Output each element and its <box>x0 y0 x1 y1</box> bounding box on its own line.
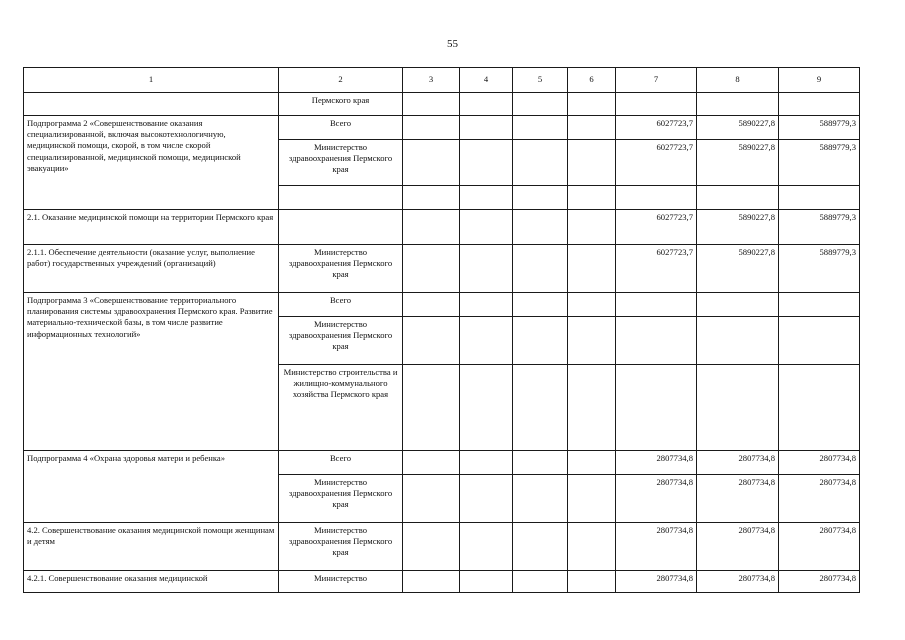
header-cell: 9 <box>779 68 860 93</box>
cell-executor: Всего <box>279 116 403 140</box>
cell-value-col7: 6027723,7 <box>616 210 697 245</box>
cell-empty <box>568 245 616 293</box>
cell-value-col7: 6027723,7 <box>616 245 697 293</box>
cell-empty <box>513 93 568 116</box>
cell-empty <box>460 140 513 186</box>
cell-executor: Всего <box>279 293 403 317</box>
cell-empty <box>403 293 460 317</box>
cell-empty <box>513 245 568 293</box>
cell-empty <box>513 140 568 186</box>
cell-empty <box>460 245 513 293</box>
cell-empty <box>460 317 513 365</box>
cell-name: 4.2. Совершенствование оказания медицинской помощи женщинам и детям <box>24 523 279 571</box>
cell-value-col7: 6027723,7 <box>616 116 697 140</box>
cell-value-col8: 2807734,8 <box>697 571 779 593</box>
header-cell: 4 <box>460 68 513 93</box>
cell-executor: Министерство здравоохранения Пермского края <box>279 245 403 293</box>
cell-empty <box>403 93 460 116</box>
cell-executor: Министерство здравоохранения Пермского края <box>279 523 403 571</box>
cell-value-col7: 2807734,8 <box>616 451 697 475</box>
cell-value-col8: 5890227,8 <box>697 245 779 293</box>
cell-value-col7: 6027723,7 <box>616 140 697 186</box>
cell-empty <box>513 451 568 475</box>
cell-empty <box>568 116 616 140</box>
cell-empty <box>513 116 568 140</box>
cell-value-col9: 5889779,3 <box>779 140 860 186</box>
cell-empty <box>403 210 460 245</box>
cell-empty <box>403 116 460 140</box>
cell-empty <box>513 186 568 210</box>
cell-empty <box>616 365 697 451</box>
cell-empty <box>460 186 513 210</box>
cell-empty <box>403 186 460 210</box>
cell-empty <box>568 571 616 593</box>
cell-empty <box>513 571 568 593</box>
cell-empty <box>616 93 697 116</box>
header-cell: 7 <box>616 68 697 93</box>
cell-empty <box>697 186 779 210</box>
cell-value-col9: 5889779,3 <box>779 245 860 293</box>
cell-value-col9: 5889779,3 <box>779 210 860 245</box>
cell-empty <box>460 451 513 475</box>
cell-empty <box>568 140 616 186</box>
cell-empty <box>697 93 779 116</box>
cell-empty <box>403 317 460 365</box>
cell-empty <box>460 523 513 571</box>
cell-empty <box>403 140 460 186</box>
cell-empty <box>403 571 460 593</box>
cell-name <box>24 93 279 116</box>
cell-executor <box>279 210 403 245</box>
cell-empty <box>616 186 697 210</box>
cell-empty <box>779 293 860 317</box>
cell-empty <box>779 317 860 365</box>
cell-value-col9: 2807734,8 <box>779 451 860 475</box>
header-cell: 6 <box>568 68 616 93</box>
header-cell: 1 <box>24 68 279 93</box>
cell-empty <box>697 293 779 317</box>
page-number: 55 <box>447 38 458 50</box>
cell-empty <box>403 451 460 475</box>
cell-empty <box>568 317 616 365</box>
cell-executor <box>279 186 403 210</box>
cell-empty <box>460 93 513 116</box>
cell-name: Подпрограмма 4 «Охрана здоровья матери и ребенка» <box>24 451 279 523</box>
cell-name: Подпрограмма 2 «Совершенствование оказания специализированной, включая высокотехнологичную, медицинской помощи, скорой, в том числе скорой специализированной, медицинской помощи, медицинской эвакуации» <box>24 116 279 210</box>
cell-value-col7: 2807734,8 <box>616 523 697 571</box>
cell-empty <box>568 210 616 245</box>
cell-empty <box>697 317 779 365</box>
cell-empty <box>460 293 513 317</box>
cell-empty <box>460 116 513 140</box>
cell-empty <box>513 210 568 245</box>
cell-empty <box>779 365 860 451</box>
cell-executor: Министерство строительства и жилищно-коммунального хозяйства Пермского края <box>279 365 403 451</box>
cell-value-col8: 5890227,8 <box>697 210 779 245</box>
cell-name: 2.1.1. Обеспечение деятельности (оказание услуг, выполнение работ) государственных учреждений (организаций) <box>24 245 279 293</box>
cell-empty <box>513 365 568 451</box>
cell-executor: Пермского края <box>279 93 403 116</box>
cell-empty <box>513 293 568 317</box>
cell-empty <box>513 523 568 571</box>
cell-executor: Министерство здравоохранения Пермского края <box>279 140 403 186</box>
cell-value-col9: 5889779,3 <box>779 116 860 140</box>
cell-value-col9: 2807734,8 <box>779 475 860 523</box>
cell-empty <box>403 475 460 523</box>
cell-empty <box>460 210 513 245</box>
cell-value-col9: 2807734,8 <box>779 571 860 593</box>
cell-value-col8: 5890227,8 <box>697 116 779 140</box>
table-row <box>24 523 860 571</box>
cell-empty <box>616 317 697 365</box>
cell-empty <box>697 365 779 451</box>
cell-empty <box>403 523 460 571</box>
cell-empty <box>779 186 860 210</box>
table-row <box>24 93 860 116</box>
cell-empty <box>568 475 616 523</box>
cell-empty <box>513 317 568 365</box>
table-row <box>24 210 860 245</box>
cell-executor: Министерство здравоохранения Пермского края <box>279 475 403 523</box>
cell-name: 4.2.1. Совершенствование оказания медицинской <box>24 571 279 593</box>
cell-executor: Министерство <box>279 571 403 593</box>
cell-executor: Министерство здравоохранения Пермского края <box>279 317 403 365</box>
budget-table <box>23 67 860 593</box>
cell-empty <box>568 186 616 210</box>
header-cell: 5 <box>513 68 568 93</box>
header-row <box>24 68 860 93</box>
cell-empty <box>568 365 616 451</box>
cell-empty <box>779 93 860 116</box>
header-cell: 8 <box>697 68 779 93</box>
cell-value-col8: 5890227,8 <box>697 140 779 186</box>
cell-empty <box>460 475 513 523</box>
header-cell: 2 <box>279 68 403 93</box>
cell-value-col8: 2807734,8 <box>697 475 779 523</box>
header-cell: 3 <box>403 68 460 93</box>
cell-empty <box>568 293 616 317</box>
cell-value-col7: 2807734,8 <box>616 475 697 523</box>
cell-name: 2.1. Оказание медицинской помощи на территории Пермского края <box>24 210 279 245</box>
cell-executor: Всего <box>279 451 403 475</box>
table-row <box>24 245 860 293</box>
cell-empty <box>460 365 513 451</box>
cell-value-col7: 2807734,8 <box>616 571 697 593</box>
cell-empty <box>403 365 460 451</box>
cell-empty <box>568 93 616 116</box>
table-row <box>24 571 860 593</box>
cell-empty <box>616 293 697 317</box>
cell-empty <box>513 475 568 523</box>
table-row <box>24 116 860 140</box>
cell-value-col8: 2807734,8 <box>697 523 779 571</box>
table-row <box>24 293 860 317</box>
cell-empty <box>568 451 616 475</box>
cell-value-col8: 2807734,8 <box>697 451 779 475</box>
cell-name: Подпрограмма 3 «Совершенствование территориального планирования системы здравоохранения Пермского края. Развитие материально-технической базы, в том числе развитие информационных технологий» <box>24 293 279 451</box>
cell-value-col9: 2807734,8 <box>779 523 860 571</box>
cell-empty <box>568 523 616 571</box>
cell-empty <box>460 571 513 593</box>
cell-empty <box>403 245 460 293</box>
table-row <box>24 451 860 475</box>
